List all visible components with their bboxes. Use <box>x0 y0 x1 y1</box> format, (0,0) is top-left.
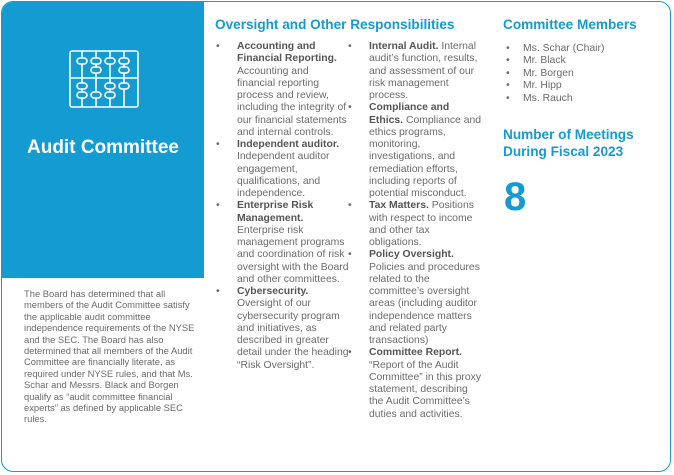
meetings-heading: Number of Meetings During Fiscal 2023 <box>503 127 634 159</box>
member-item: • Mr. Hipp <box>505 80 604 92</box>
responsibility-text: “Report of the Audit Committee” in this proxy statement, describing the Audit Committee’s duties and activities. <box>369 359 482 420</box>
member-item: • Mr. Borgen <box>505 68 604 80</box>
responsibility-title: Compliance and Ethics. <box>369 102 450 126</box>
responsibility-text: Compliance and ethics programs, monitoring, investigations, and remediation efforts, including reports of potential misconduct. <box>369 114 482 199</box>
responsibility-text: Accounting and financial reporting process and review, including the integrity of our financial statements and internal controls. <box>237 65 347 138</box>
responsibility-item <box>213 286 349 372</box>
responsibility-title: Accounting and Financial Reporting. <box>237 41 337 65</box>
oversight-heading: Oversight and Other Responsibilities <box>215 17 455 32</box>
member-item: • Mr. Black <box>505 55 604 67</box>
responsibility-item <box>345 102 485 200</box>
meetings-count: 8 <box>504 175 527 219</box>
responsibility-item <box>345 41 485 102</box>
responsibility-title: Committee Report. <box>369 347 462 359</box>
responsibilities-column-1 <box>213 41 349 372</box>
independence-note: The Board has determined that all members of the Audit Committee satisfy the applicable audit committee independence requirements of the NYSE and the SEC. The Board has also determined that all members of the Audit Committee are financially literate, as required under NYSE rules, and that Ms. Schar and Messrs. Black and Borgen qualify as “audit committee financial experts” as defined by applicable SEC rules. <box>24 288 195 425</box>
responsibility-title: Cybersecurity. <box>237 286 309 297</box>
responsibility-text: Independent auditor engagement, qualifications, and independence. <box>237 151 330 199</box>
responsibilities-column-2 <box>345 41 485 421</box>
responsibility-item <box>345 200 485 249</box>
audit-committee-card <box>1 1 671 472</box>
member-item: • Ms. Schar (Chair) <box>505 43 604 55</box>
abacus-icon <box>69 50 139 108</box>
members-heading: Committee Members <box>503 17 637 32</box>
panel-title: Audit Committee <box>27 137 179 158</box>
responsibility-item <box>213 41 349 139</box>
responsibility-text: Policies and procedures related to the committee’s oversight areas (including auditor independence matters and related party transactions) <box>369 261 480 346</box>
responsibility-title: Internal Audit. <box>369 41 439 52</box>
responsibility-title: Enterprise Risk Management. <box>237 200 314 224</box>
responsibility-text: Oversight of our cybersecurity program and initiatives, as described in greater detail under the heading “Risk Oversight”. <box>237 298 349 371</box>
responsibility-item <box>345 249 485 347</box>
committee-panel <box>2 2 204 278</box>
responsibility-item <box>345 347 485 421</box>
members-list <box>505 43 604 105</box>
responsibility-item <box>213 139 349 200</box>
responsibility-text: Internal audit’s function, results, and assessment of our risk management process. <box>369 41 478 101</box>
responsibility-title: Tax Matters. <box>369 200 429 212</box>
member-item: • Ms. Rauch <box>505 93 604 105</box>
responsibility-item <box>213 200 349 286</box>
responsibility-title: Policy Oversight. <box>369 249 454 261</box>
responsibility-text: Positions with respect to income and other tax obligations. <box>369 200 474 248</box>
responsibility-title: Independent auditor. <box>237 139 340 150</box>
responsibility-text: Enterprise risk management programs and coordination of risk oversight with the Board and other committees. <box>237 224 349 285</box>
